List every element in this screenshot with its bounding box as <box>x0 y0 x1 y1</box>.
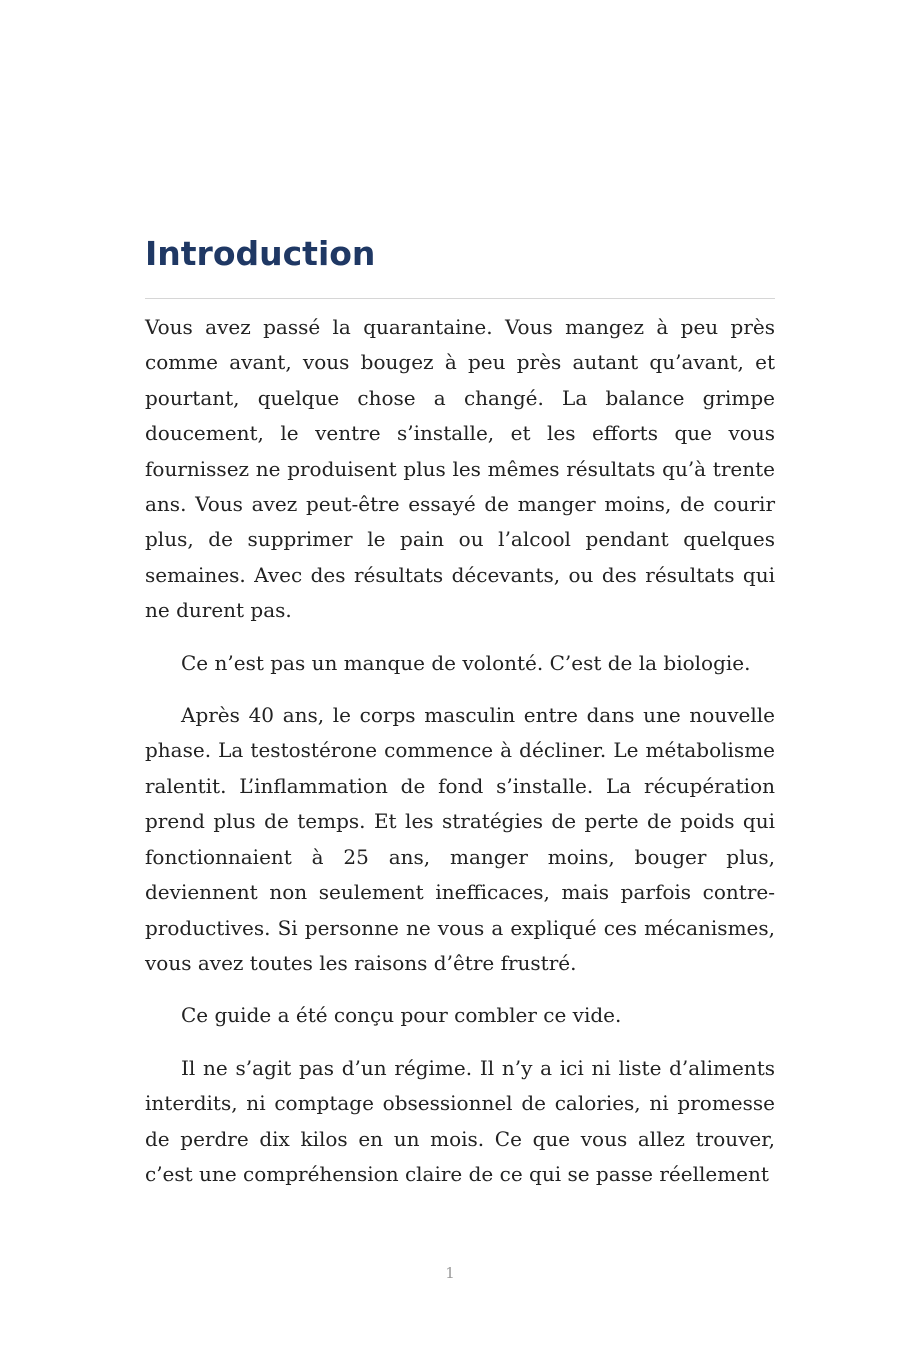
chapter-title: Introduction <box>145 234 376 273</box>
paragraph-3: Après 40 ans, le corps masculin entre dans une nouvelle phase. La testostérone commence à décliner. Le métabolisme ralentit. L’inflammation de fond s’installe. La récupération prend plus de temps. Et les stratégies de perte de poids qui fonctionnaient à 25 ans, manger moins, bouger plus, deviennent non seulement inefficaces, mais parfois contre-productives. Si personne ne vous a expliqué ces mécanismes, vous avez toutes les raisons d’être frustré. <box>145 703 775 975</box>
paragraph-5: Il ne s’agit pas d’un régime. Il n’y a ici ni liste d’aliments interdits, ni comptage obsessionnel de calories, ni promesse de perdre dix kilos en un mois. Ce que vous allez trouver, c’est une compréhension claire de ce qui se passe réellement <box>145 1055 775 1186</box>
paragraph-4: Ce guide a été conçu pour combler ce vide. <box>181 1003 622 1028</box>
paragraph-2: Ce n’est pas un manque de volonté. C’est de la biologie. <box>181 650 751 675</box>
page-number: 1 <box>445 1264 455 1282</box>
paragraph-1: Vous avez passé la quarantaine. Vous mangez à peu près comme avant, vous bougez à peu près autant qu’avant, et pourtant, quelque chose a changé. La balance grimpe doucement, le ventre s’installe, et les efforts que vous fournissez ne produisent plus les mêmes résultats qu’à trente ans. Vous avez peut-être essayé de manger moins, de courir plus, de supprimer le pain ou l’alcool pendant quelques semaines. Avec des résultats décevants, ou des résultats qui ne durent pas. <box>145 315 775 623</box>
